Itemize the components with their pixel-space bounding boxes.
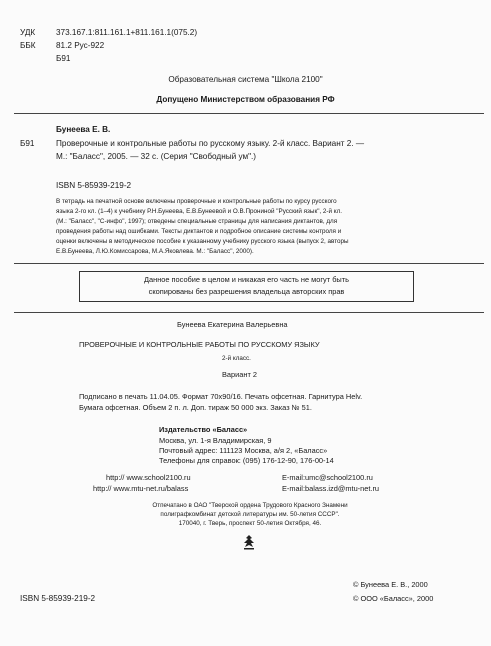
imprint-variant: Вариант 2	[222, 370, 258, 379]
bib-description-line2: М.: "Баласс", 2005. — 32 с. (Серия "Свободный ум".)	[56, 152, 256, 161]
printer-logo-icon	[242, 534, 256, 555]
imprint-grade: 2-й класс.	[222, 355, 251, 362]
copyright-author: © Бунеева Е. В., 2000	[353, 580, 428, 589]
imprint-author: Бунеева Екатерина Валерьевна	[177, 320, 288, 329]
notice-line2: скопированы без разрешения владельца авторских прав	[148, 287, 345, 296]
bib-isbn: ISBN 5-85939-219-2	[56, 181, 132, 190]
ministry-approval: Допущено Министерством образования РФ	[156, 95, 335, 104]
publisher-phones: Телефоны для справок: (095) 176-12-90, 176-00-14	[159, 456, 334, 465]
annotation-line: (М.: "Баласс", "С-инфо", 1997); отведены специальные страницы для написания диктантов, для	[56, 218, 338, 225]
education-system: Образовательная система "Школа 2100"	[168, 75, 323, 84]
notice-line1: Данное пособие в целом и никакая его часть не могут быть	[144, 275, 349, 284]
bbk-label: ББК	[20, 41, 36, 50]
print-details-line2: Бумага офсетная. Объем 2 п. л. Доп. тираж 50 000 экз. Заказ № 51.	[79, 403, 312, 412]
print-details-line1: Подписано в печать 11.04.05. Формат 70x90/16. Печать офсетная. Гарнитура Helv.	[79, 392, 363, 401]
publisher-email1: E-mail:umc@school2100.ru	[282, 473, 373, 482]
publisher-postal: Почтовый адрес: 111123 Москва, а/я 2, «Баласс»	[159, 446, 328, 455]
publisher-address: Москва, ул. 1-я Владимирская, 9	[159, 436, 272, 445]
publisher-email2: E-mail:balass.izd@mtu-net.ru	[282, 484, 380, 493]
bbk-value: 81.2 Рус-922	[56, 41, 105, 50]
printer-line3: 170040, г. Тверь, проспект 50-летия Октября, 46.	[178, 520, 322, 527]
printer-line1: Отпечатано в ОАО "Тверской ордена Трудового Красного Знамени	[152, 502, 348, 509]
divider-top	[14, 113, 484, 114]
publisher-web1: http:// www.school2100.ru	[106, 473, 191, 482]
annotation-line: языка 2-го кл. (1–4) к учебнику Р.Н.Бунеева, Е.В.Бунеевой и О.В.Прониной "Русский язык", 2-й кл.	[56, 208, 343, 215]
printer-line2: полиграфкомбинат детской литературы им. 50-летия СССР".	[160, 511, 340, 518]
footer-isbn: ISBN 5-85939-219-2	[20, 594, 96, 603]
publisher-name: Издательство «Баласс»	[159, 425, 248, 434]
annotation-line: В тетрадь на печатной основе включены проверочные и контрольные работы по курсу русского	[56, 198, 337, 205]
publisher-web2: http:// www.mtu-net.ru/balass	[93, 484, 189, 493]
divider-middle	[14, 263, 484, 264]
bib-author: Бунеева Е. В.	[56, 125, 111, 134]
annotation-line: Е.В.Бунеева, Л.Ю.Комиссарова, М.А.Яковлева. М.: "Баласс", 2000).	[56, 248, 254, 255]
udk-value: 373.167.1:811.161.1+811.161.1(075.2)	[56, 28, 198, 37]
udk-label: УДК	[20, 28, 36, 37]
bib-description-line1: Проверочные и контрольные работы по русскому языку. 2-й класс. Вариант 2. —	[56, 139, 365, 148]
bib-mark: Б91	[20, 139, 35, 148]
annotation-line: оценки включены в методическое пособие к указанному учебнику русского языка (выпуск 2, авторы	[56, 238, 349, 245]
author-mark: Б91	[56, 54, 71, 63]
annotation-line: проведения работы над ошибками. Тексты диктантов и подробное описание системы контроля и	[56, 228, 342, 235]
divider-lower	[14, 312, 484, 313]
imprint-title: ПРОВЕРОЧНЫЕ И КОНТРОЛЬНЫЕ РАБОТЫ ПО РУССКОМУ ЯЗЫКУ	[79, 340, 320, 349]
copyright-publisher: © ООО «Баласс», 2000	[353, 594, 434, 603]
